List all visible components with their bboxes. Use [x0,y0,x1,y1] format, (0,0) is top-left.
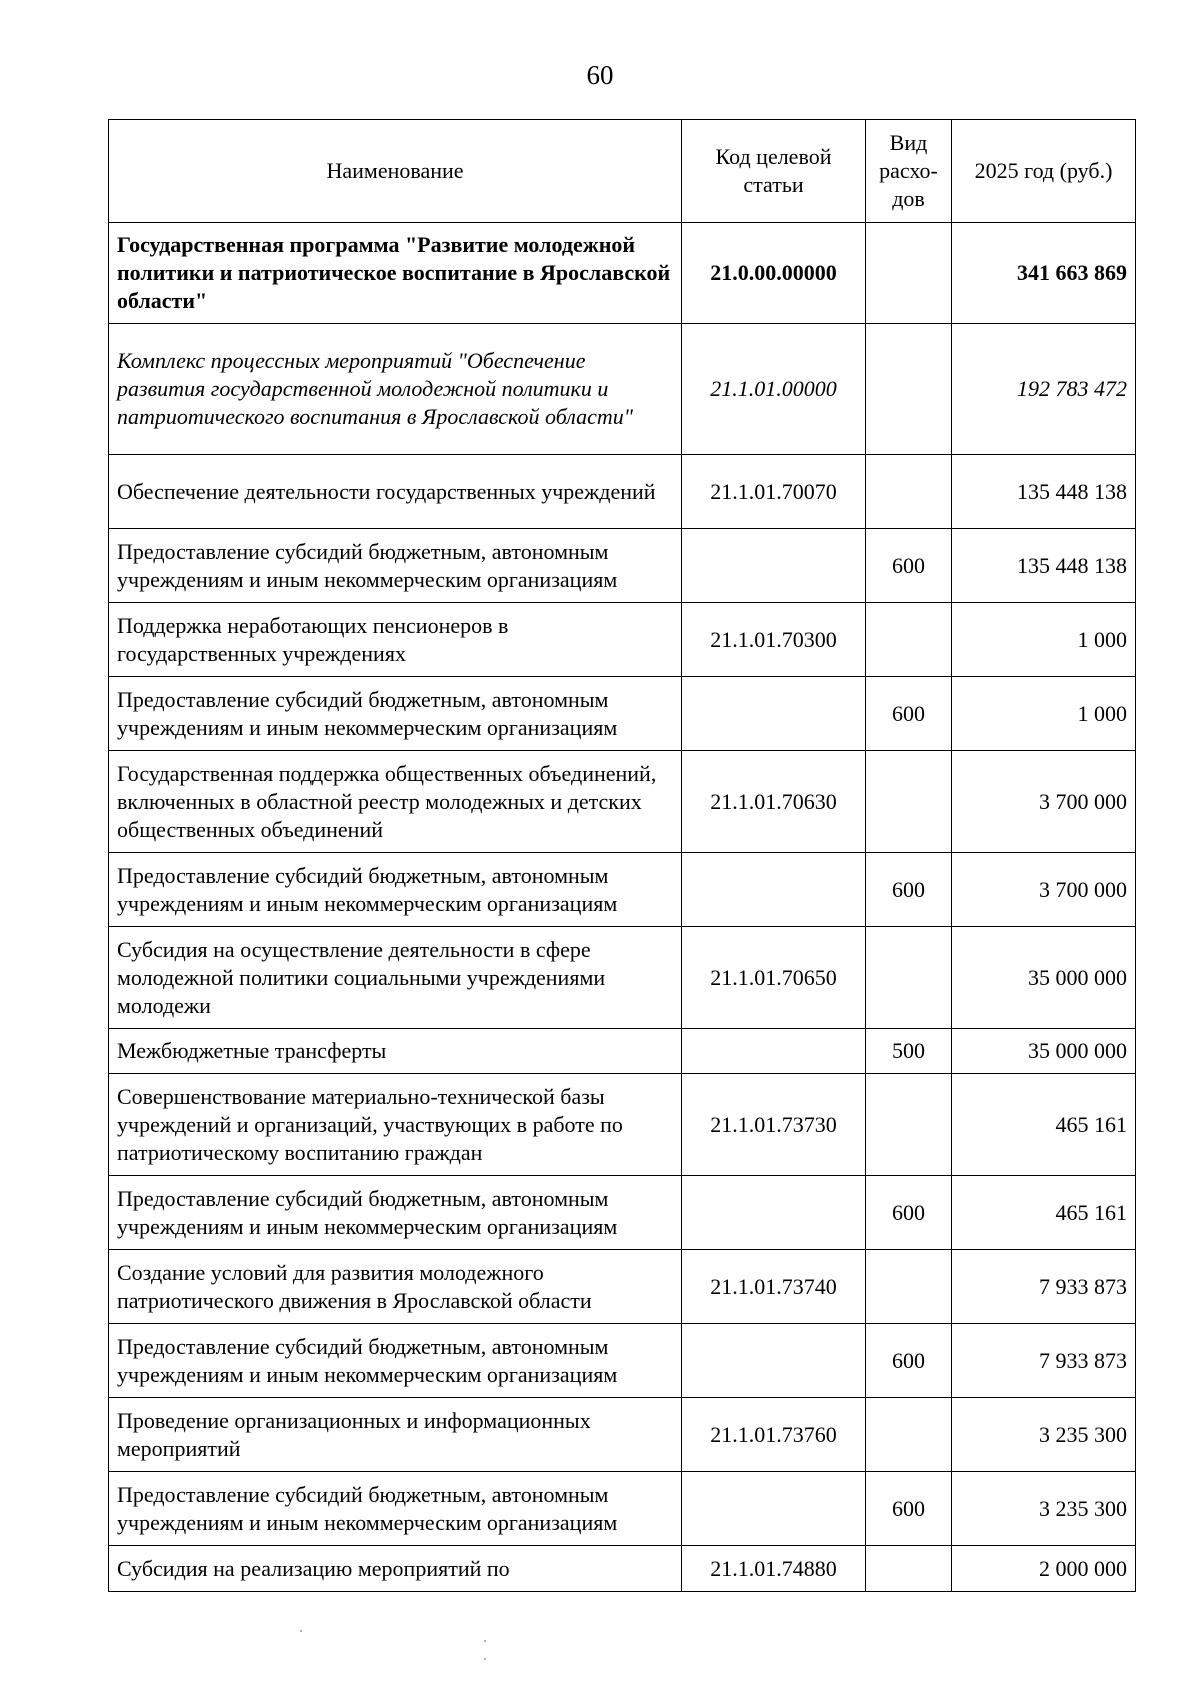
row-code-cell: 21.1.01.00000 [682,324,866,455]
row-type-cell: 600 [866,853,952,927]
row-code-cell [682,1324,866,1398]
row-code-cell: 21.1.01.70650 [682,927,866,1029]
row-type-cell [866,455,952,529]
row-code-cell: 21.1.01.74880 [682,1546,866,1592]
row-amount-cell: 2 000 000 [952,1546,1136,1592]
row-type-cell [866,603,952,677]
table-row [109,324,1136,455]
row-name-cell: Субсидия на реализацию мероприятий по [109,1546,682,1592]
row-code-cell [682,853,866,927]
row-name-cell: Предоставление субсидий бюджетным, автономным учреждениям и иным некоммерческим организациям [109,677,682,751]
row-type-cell: 600 [866,529,952,603]
row-amount-cell: 7 933 873 [952,1250,1136,1324]
row-amount-cell: 135 448 138 [952,529,1136,603]
row-amount-cell: 1 000 [952,603,1136,677]
row-type-cell [866,324,952,455]
row-type-cell [866,1250,952,1324]
row-type-cell: 600 [866,1324,952,1398]
table-row [109,1324,1136,1398]
row-amount-cell: 1 000 [952,677,1136,751]
row-code-cell: 21.1.01.70630 [682,751,866,853]
header-code: Код целевой статьи [682,120,866,223]
row-name-cell: Государственная программа "Развитие молодежной политики и патриотическое воспитание в Ярославской области" [109,223,682,324]
row-code-cell [682,1472,866,1546]
row-type-cell [866,927,952,1029]
row-amount-cell: 341 663 869 [952,223,1136,324]
row-type-cell [866,1546,952,1592]
row-code-cell: 21.1.01.70300 [682,603,866,677]
row-name-cell: Предоставление субсидий бюджетным, автономным учреждениям и иным некоммерческим организациям [109,1176,682,1250]
table-row [109,927,1136,1029]
table-row [109,1029,1136,1074]
table-row [109,603,1136,677]
budget-table [108,119,1136,1592]
row-amount-cell: 3 235 300 [952,1398,1136,1472]
row-type-cell: 600 [866,677,952,751]
table-body [109,223,1136,1592]
scan-speck [484,1640,486,1642]
row-name-cell: Предоставление субсидий бюджетным, автономным учреждениям и иным некоммерческим организациям [109,1324,682,1398]
row-code-cell: 21.1.01.70070 [682,455,866,529]
row-code-cell: 21.1.01.73740 [682,1250,866,1324]
row-amount-cell: 465 161 [952,1176,1136,1250]
table-row [109,1176,1136,1250]
table-row [109,1472,1136,1546]
table-row [109,853,1136,927]
row-code-cell [682,1029,866,1074]
scan-speck [300,1630,302,1632]
table-row [109,1250,1136,1324]
row-code-cell [682,529,866,603]
row-type-cell [866,1074,952,1176]
row-type-cell: 500 [866,1029,952,1074]
row-code-cell [682,677,866,751]
table-row [109,223,1136,324]
header-type: Вид расхо-дов [866,120,952,223]
scan-speck [484,1658,486,1660]
row-name-cell: Государственная поддержка общественных объединений, включенных в областной реестр молодежных и детских общественных объединений [109,751,682,853]
row-amount-cell: 3 700 000 [952,751,1136,853]
row-code-cell: 21.1.01.73760 [682,1398,866,1472]
header-name: Наименование [109,120,682,223]
row-type-cell [866,1398,952,1472]
page-number: 60 [586,60,614,90]
table-row [109,455,1136,529]
row-amount-cell: 135 448 138 [952,455,1136,529]
table-row [109,529,1136,603]
row-type-cell: 600 [866,1472,952,1546]
row-code-cell [682,1176,866,1250]
row-name-cell: Предоставление субсидий бюджетным, автономным учреждениям и иным некоммерческим организациям [109,853,682,927]
table-row [109,1074,1136,1176]
row-type-cell: 600 [866,1176,952,1250]
row-name-cell: Поддержка неработающих пенсионеров в государственных учреждениях [109,603,682,677]
row-type-cell [866,223,952,324]
row-amount-cell: 3 700 000 [952,853,1136,927]
row-amount-cell: 35 000 000 [952,1029,1136,1074]
row-name-cell: Предоставление субсидий бюджетным, автономным учреждениям и иным некоммерческим организациям [109,1472,682,1546]
table-row [109,677,1136,751]
row-amount-cell: 192 783 472 [952,324,1136,455]
table-row [109,751,1136,853]
row-amount-cell: 3 235 300 [952,1472,1136,1546]
row-name-cell: Совершенствование материально-технической базы учреждений и организаций, участвующих в работе по патриотическому воспитанию граждан [109,1074,682,1176]
row-name-cell: Обеспечение деятельности государственных учреждений [109,455,682,529]
row-name-cell: Субсидия на осуществление деятельности в сфере молодежной политики социальными учреждениями молодежи [109,927,682,1029]
row-name-cell: Создание условий для развития молодежного патриотического движения в Ярославской области [109,1250,682,1324]
row-code-cell: 21.1.01.73730 [682,1074,866,1176]
row-name-cell: Предоставление субсидий бюджетным, автономным учреждениям и иным некоммерческим организациям [109,529,682,603]
row-amount-cell: 465 161 [952,1074,1136,1176]
row-name-cell: Проведение организационных и информационных мероприятий [109,1398,682,1472]
row-name-cell: Комплекс процессных мероприятий "Обеспечение развития государственной молодежной политики и патриотического воспитания в Ярославской области" [109,324,682,455]
table-row [109,1546,1136,1592]
row-type-cell [866,751,952,853]
header-amount: 2025 год (руб.) [952,120,1136,223]
row-name-cell: Межбюджетные трансферты [109,1029,682,1074]
row-code-cell: 21.0.00.00000 [682,223,866,324]
row-amount-cell: 35 000 000 [952,927,1136,1029]
table-row [109,1398,1136,1472]
row-amount-cell: 7 933 873 [952,1324,1136,1398]
table-header-row [109,120,1136,223]
